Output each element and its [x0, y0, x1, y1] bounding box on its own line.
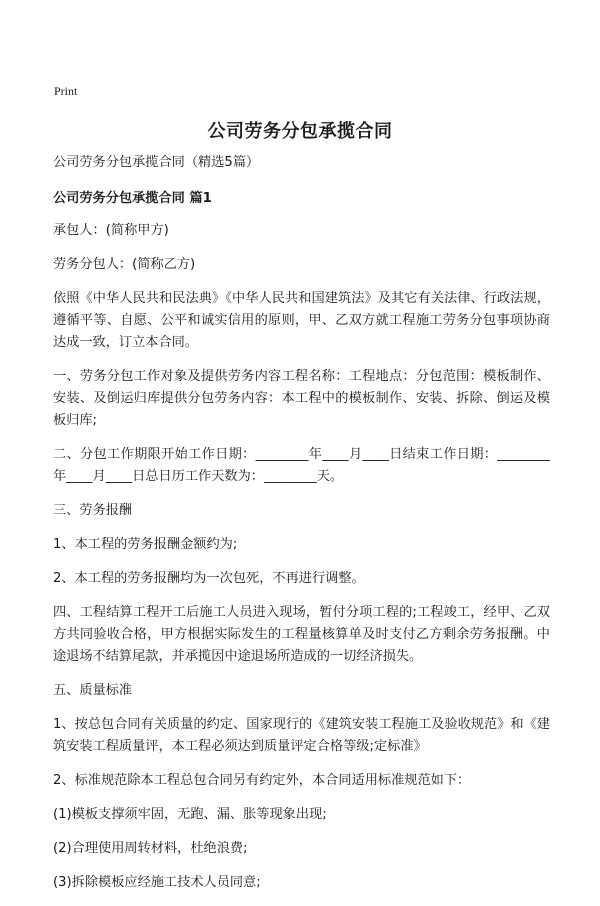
paragraph-item-3: (3)拆除模板应经施工技术人员同意; — [53, 875, 261, 890]
document-body — [53, 152, 550, 906]
paragraph-quality-1: 1、按总包合同有关质量的约定、国家现行的《建筑安装工程施工及验收规范》和《建筑安装工程质量评，本工程必须达到质量评定合格等级;定标准》 — [53, 717, 550, 754]
paragraph-quality-2: 2、标准规范除本工程总包合同另有约定外，本合同适用标准规范如下： — [53, 773, 471, 788]
paragraph-period: 二、分包工作期限开始工作日期：________年____月____日结束工作日期：________年____月____日总日历工作天数为：________天。 — [53, 447, 550, 484]
paragraph-scope: 一、劳务分包工作对象及提供劳务内容工程名称：工程地点：分包范围：模板制作、安装、及倒运归库提供分包劳务内容：本工程中的模板制作、安装、拆除、倒运及模板归库; — [53, 369, 550, 428]
paragraph-remuneration-heading: 三、劳务报酬 — [53, 503, 133, 518]
paragraph-preamble: 依照《中华人民共和民法典》《中华人民共和国建筑法》及其它有关法律、行政法规，遵循平等、自愿、公平和诚实信用的原则，甲、乙双方就工程施工劳务分包事项协商达成一致，订立本合同。 — [53, 291, 550, 350]
paragraph-remuneration-1: 1、本工程的劳务报酬金额约为; — [53, 537, 238, 552]
paragraph-item-1: (1)模板支撑须牢固，无跑、漏、胀等现象出现; — [53, 807, 327, 822]
section-heading: 公司劳务分包承揽合同 篇1 — [53, 191, 212, 206]
document-title: 公司劳务分包承揽合同 — [207, 121, 393, 142]
paragraph-contractor: 承包人：(简称甲方) — [53, 223, 169, 238]
print-label: Print — [54, 84, 78, 98]
paragraph-remuneration-2: 2、本工程的劳务报酬均为一次包死，不再进行调整。 — [53, 571, 365, 586]
paragraph-subcontractor: 劳务分包人：(简称乙方) — [53, 257, 196, 272]
paragraph-settlement: 四、工程结算工程开工后施工人员进入现场，暂付分项工程的;工程竣工，经甲、乙双方共同验收合格，甲方根据实际发生的工程量核算单及时支付乙方剩余劳务报酬。中途退场不结算尾款，并承揽因中途退场所造成的一切经济损失。 — [53, 605, 550, 664]
paragraph-quality-heading: 五、质量标准 — [53, 683, 133, 698]
document-subtitle: 公司劳务分包承揽合同（精选5篇） — [53, 155, 260, 170]
paragraph-item-2: (2)合理使用周转材料，杜绝浪费; — [53, 841, 248, 856]
